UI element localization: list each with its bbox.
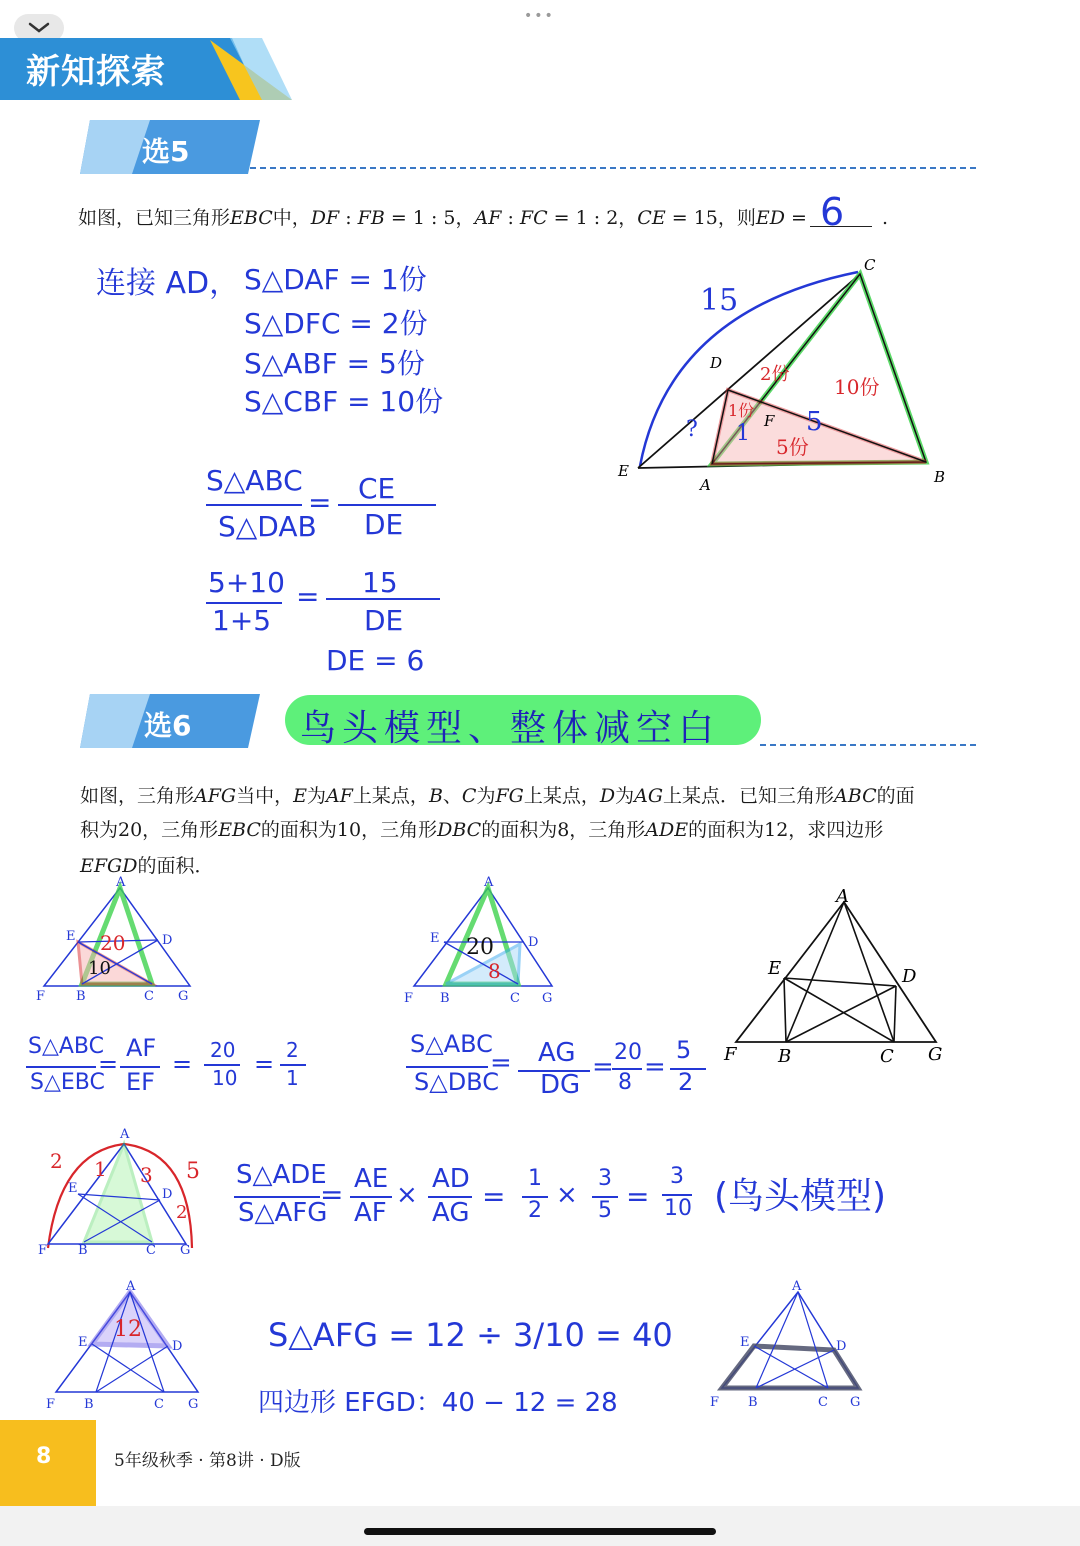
fig5-mark-15: 15 <box>700 283 739 318</box>
f6a-C: C <box>144 989 154 1004</box>
f6m-D: D <box>902 966 917 987</box>
fig5-mark-10fen: 10份 <box>834 375 880 399</box>
w6-r1-bar <box>26 1066 96 1068</box>
w6-r2-eq1: = <box>490 1048 512 1078</box>
figure-6d <box>40 1278 210 1414</box>
fig5-mark-5fen: 5份 <box>776 435 809 459</box>
w6-r3-eq3: = <box>626 1180 650 1213</box>
f6a-G: G <box>178 989 189 1004</box>
figure-6b <box>400 874 570 1008</box>
w5-f1-num: S△ABC <box>206 464 303 497</box>
w6-r1-eq2: = <box>172 1050 193 1078</box>
problem-6-line3: EFGD的面积． <box>80 855 214 877</box>
f6b-G: G <box>542 991 553 1006</box>
f6c-1: 1 <box>94 1157 107 1181</box>
f6c-D: D <box>162 1187 173 1202</box>
w6-r1-c-den: 1 <box>286 1066 299 1090</box>
w6-r3-x1: × <box>396 1180 418 1210</box>
f6c-G: G <box>180 1243 191 1258</box>
w6-r3-eq2: = <box>482 1180 506 1213</box>
w6-r3-den: S△AFG <box>238 1198 328 1228</box>
w5-f2-rnum: 15 <box>362 566 398 599</box>
section-divider-6 <box>760 744 976 746</box>
f6e-B: B <box>748 1395 758 1410</box>
w6-r3-d-num: 3 <box>598 1166 612 1191</box>
f6a-A: A <box>116 875 126 890</box>
w5-f2-eq: = <box>296 580 320 613</box>
w6-r2-c-den: 2 <box>678 1068 694 1096</box>
work5-s2: S△DFC = 2份 <box>244 307 428 340</box>
w5-f2-rbar <box>326 598 440 600</box>
f6m-G: G <box>928 1044 943 1065</box>
f6d-D: D <box>172 1339 183 1354</box>
f6b-D: D <box>528 935 539 950</box>
f6m-F: F <box>724 1044 737 1065</box>
f6a-10: 10 <box>88 958 111 979</box>
f6b-B: B <box>440 991 450 1006</box>
note-text: 鸟头模型、整体减空白 <box>300 708 721 749</box>
f6d-G: G <box>188 1397 199 1412</box>
bottom-bar <box>0 1506 1080 1546</box>
w6-r1-a-den: EF <box>126 1068 155 1096</box>
work5-s1: S△DAF = 1份 <box>244 263 427 296</box>
f6m-E: E <box>768 958 782 979</box>
fig5-label-C: C <box>864 256 876 274</box>
figure-6a <box>30 874 200 1008</box>
w5-f2-num: 5+10 <box>208 566 285 599</box>
f6c-A: A <box>120 1127 130 1142</box>
header-title: 新知探索 <box>26 52 166 92</box>
w5-f1-rbar <box>338 504 436 506</box>
f6m-B: B <box>778 1046 792 1067</box>
f6a-D: D <box>162 933 173 948</box>
w6-r1-den: S△EBC <box>30 1070 105 1095</box>
fig5-label-F: F <box>764 412 775 430</box>
fig5-label-D: D <box>710 354 723 372</box>
f6d-F: F <box>46 1397 56 1412</box>
f6b-E: E <box>430 931 440 946</box>
w6-answer: 四边形 EFGD：40 − 12 = 28 <box>258 1388 618 1418</box>
more-menu-dots[interactable]: ••• <box>524 8 555 24</box>
w6-r1-c-num: 2 <box>286 1038 299 1062</box>
w5-f1-den: S△DAB <box>218 510 317 543</box>
w6-r3-note: (鸟头模型) <box>714 1176 887 1217</box>
w5-result: DE = 6 <box>326 644 425 677</box>
f6m-C: C <box>880 1046 894 1067</box>
f6e-A: A <box>792 1279 802 1294</box>
footer-text: 5年级秋季 · 第8讲 · D版 <box>114 1451 301 1471</box>
f6e-D: D <box>836 1339 847 1354</box>
figure-6c <box>30 1122 220 1262</box>
w6-r2-eq2: = <box>592 1052 614 1082</box>
w6-r3-b-den: AG <box>432 1198 470 1228</box>
f6c-E: E <box>68 1181 78 1196</box>
w6-r3-d-den: 5 <box>598 1198 612 1223</box>
problem-6-line1: 如图，三角形AFG当中，E为AF上某点，B、C为FG上某点，D为AG上某点．已知三角形ABC的面 <box>80 785 915 807</box>
f6m-A: A <box>836 886 849 907</box>
fig5-label-E: E <box>618 462 629 480</box>
chevron-down-icon <box>28 22 50 34</box>
w6-r1-eq3: = <box>254 1050 275 1078</box>
w5-f2-den: 1+5 <box>212 604 272 637</box>
f6b-A: A <box>484 875 494 890</box>
f6c-B: B <box>78 1243 88 1258</box>
f6a-20: 20 <box>100 931 126 955</box>
fig5-mark-q: ? <box>686 417 698 442</box>
f6c-C: C <box>146 1243 156 1258</box>
section-divider <box>250 167 976 169</box>
f6a-E: E <box>66 929 76 944</box>
w6-r2-a-num: AG <box>538 1038 576 1068</box>
f6c-5: 5 <box>186 1159 200 1184</box>
problem-5-end: . <box>882 207 889 229</box>
w6-r1-eq1: = <box>98 1050 119 1078</box>
w6-r2-num: S△ABC <box>410 1030 493 1058</box>
home-indicator[interactable] <box>364 1528 716 1535</box>
w6-r2-a-den: DG <box>540 1070 581 1100</box>
f6b-F: F <box>404 991 414 1006</box>
w6-r1-a-num: AF <box>126 1034 157 1062</box>
f6c-2: 2 <box>50 1149 63 1173</box>
w6-r1-b-num: 20 <box>210 1038 236 1062</box>
w6-r3-eq1: = <box>320 1178 344 1211</box>
w6-r3-a-den: AF <box>354 1198 387 1228</box>
f6e-C: C <box>818 1395 828 1410</box>
work5-s3: S△ABF = 5份 <box>244 347 425 380</box>
f6d-12: 12 <box>114 1317 142 1342</box>
w6-r3-c-num: 1 <box>528 1166 542 1191</box>
fig5-mark-2fen: 2份 <box>760 364 790 385</box>
work5-connect: 连接 AD， <box>96 266 240 301</box>
f6c-2b: 2 <box>176 1202 188 1223</box>
w5-f1-rden: DE <box>364 508 404 541</box>
w6-r2-c-num: 5 <box>676 1036 692 1064</box>
f6b-8: 8 <box>488 959 501 983</box>
w5-f1-rnum: CE <box>358 472 396 505</box>
section-label-6: 选6 <box>144 709 192 742</box>
f6d-C: C <box>154 1397 164 1412</box>
fig5-mark-5: 5 <box>806 407 823 437</box>
f6c-3: 3 <box>140 1163 153 1187</box>
f6c-F: F <box>38 1243 48 1258</box>
w6-r1-b-den: 10 <box>212 1066 238 1090</box>
work5-s4: S△CBF = 10份 <box>244 385 444 418</box>
problem-6-line2: 积为20，三角形EBC的面积为10，三角形DBC的面积为8，三角形ADE的面积为12，求四边形 <box>80 819 884 841</box>
figure-6-main <box>720 880 960 1070</box>
w6-r1-num: S△ABC <box>28 1034 105 1059</box>
figure-5 <box>600 250 980 500</box>
w6-r2-b-num: 20 <box>614 1040 642 1065</box>
f6d-B: B <box>84 1397 94 1412</box>
fig5-label-A: A <box>700 476 711 494</box>
w6-r3-e-den: 10 <box>664 1196 692 1221</box>
f6b-20: 20 <box>466 935 494 960</box>
f6b-C: C <box>510 991 520 1006</box>
w6-r3-b-num: AD <box>432 1164 470 1194</box>
w6-r2-den: S△DBC <box>414 1068 499 1096</box>
f6a-B: B <box>76 989 86 1004</box>
figure-6e <box>704 1276 884 1412</box>
answer-5: 6 <box>820 190 845 234</box>
w6-r3-e-num: 3 <box>670 1164 684 1189</box>
w5-f2-rden: DE <box>364 604 404 637</box>
f6d-A: A <box>126 1279 136 1294</box>
f6e-G: G <box>850 1395 861 1410</box>
fig5-label-B: B <box>934 468 946 486</box>
w6-r2-b-den: 8 <box>618 1070 632 1095</box>
fig5-mark-1fen: 1份 <box>728 401 755 420</box>
problem-5-text: 如图，已知三角形EBC中，DF : FB = 1 : 5，AF : FC = 1 : 2，CE = 15，则ED = <box>78 207 807 229</box>
w6-r3-num: S△ADE <box>236 1160 327 1190</box>
w5-f1-eq: = <box>308 486 332 519</box>
w6-r3-x2: × <box>556 1180 578 1210</box>
f6e-F: F <box>710 1395 720 1410</box>
section-label-5: 选5 <box>142 135 190 168</box>
page-number: 8 <box>36 1444 52 1469</box>
w6-safg: S△AFG = 12 ÷ 3/10 = 40 <box>268 1316 673 1354</box>
f6d-E: E <box>78 1335 88 1350</box>
w6-r3-a-num: AE <box>354 1164 389 1194</box>
w5-f1-bar <box>206 504 302 506</box>
w6-r3-c-den: 2 <box>528 1198 542 1223</box>
f6a-F: F <box>36 989 46 1004</box>
f6e-E: E <box>740 1335 750 1350</box>
w6-r2-eq3: = <box>644 1052 666 1082</box>
fig5-mark-1: 1 <box>736 421 750 446</box>
